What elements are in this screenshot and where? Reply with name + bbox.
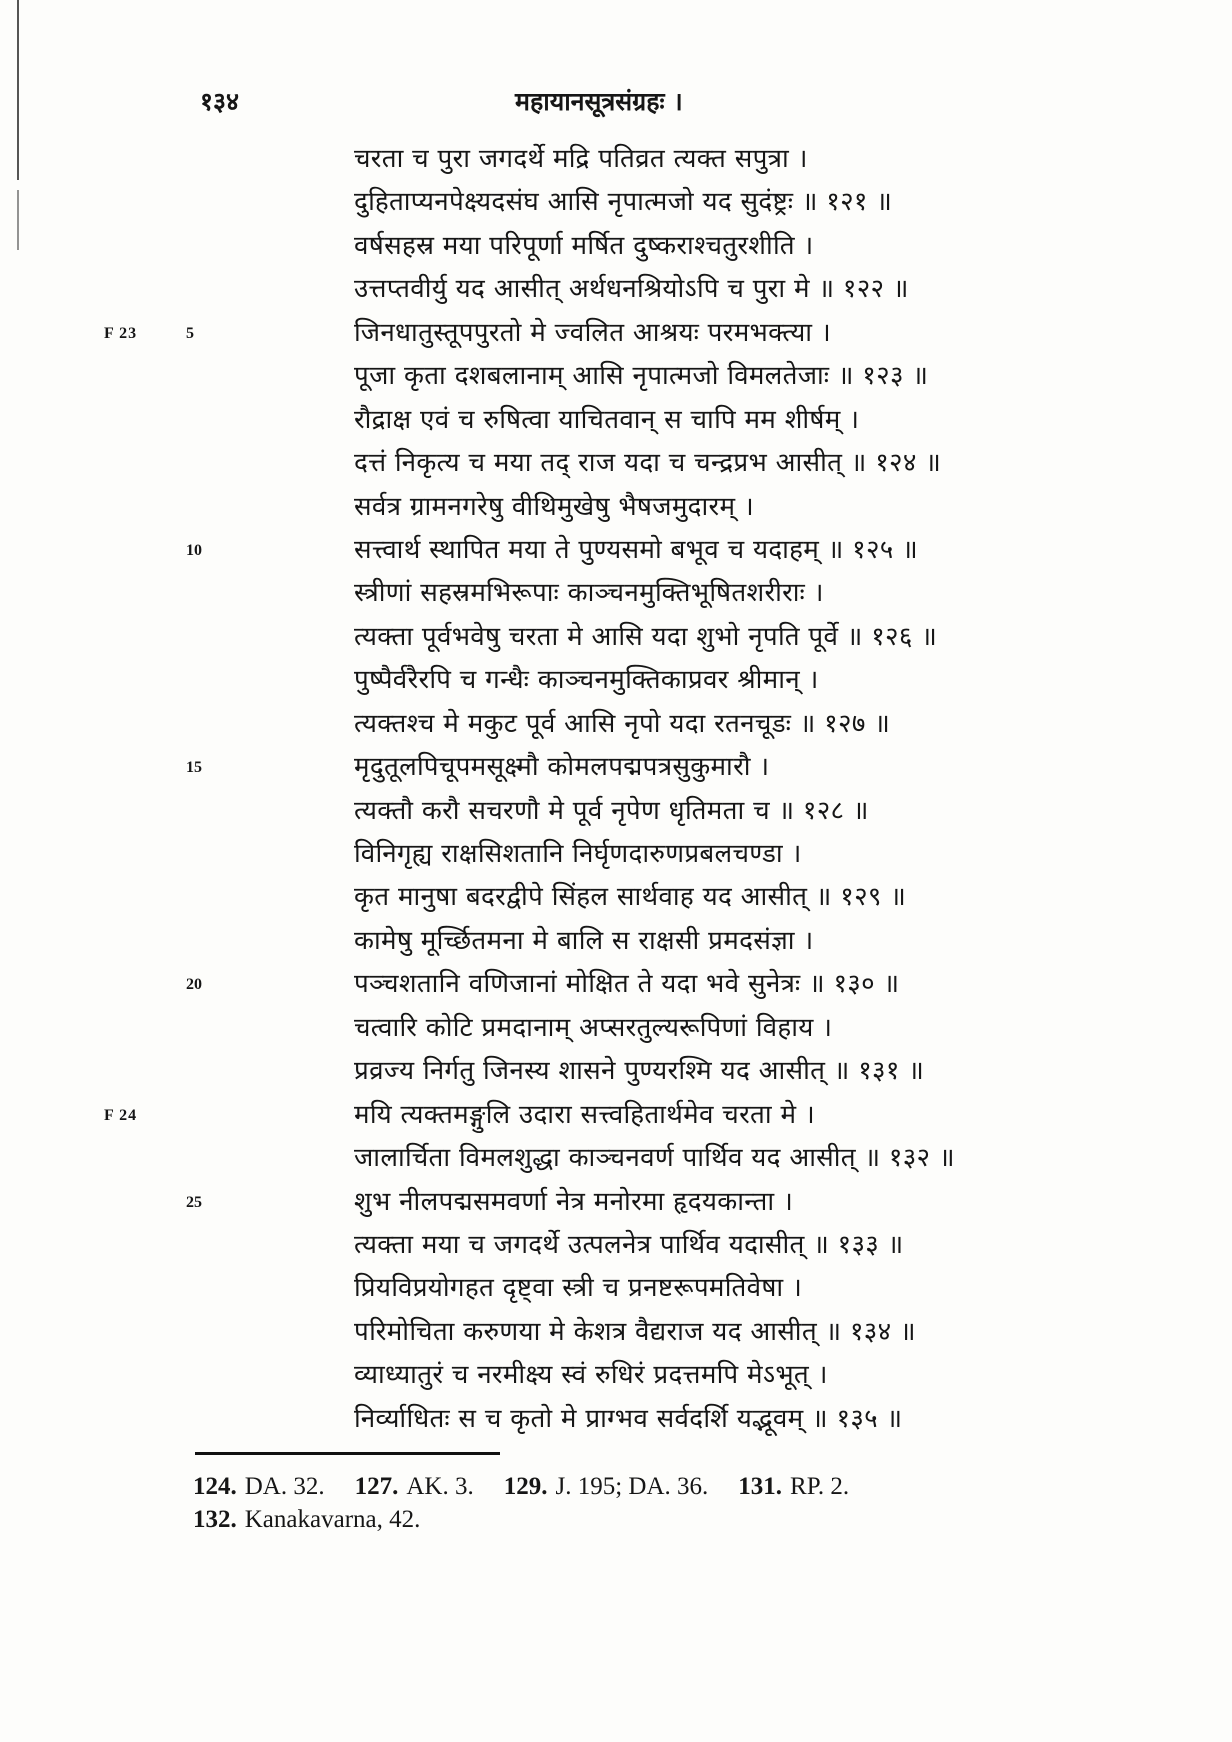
line-number: 10 [186, 541, 202, 559]
verse-line [0, 790, 1232, 833]
verse-text: त्यक्तश्च मे मकुट पूर्व आसि नृपो यदा रतनचूडः ॥ १२७ ॥ [354, 708, 891, 739]
footnote-verse-number: 131. [738, 1473, 783, 1500]
verse-line [0, 1007, 1232, 1050]
verse-text: रौद्राक्ष एवं च रुषित्वा याचितवान् स चापि मम शीर्षम् । [354, 404, 860, 435]
verse-text: प्रियविप्रयोगहत दृष्ट्वा स्त्री च प्रनष्टरूपमतिवेषा । [354, 1273, 803, 1304]
verse-text: सर्वत्र ग्रामनगरेषु वीथिमुखेषु भैषजमुदारम् । [354, 491, 755, 522]
line-number: 15 [186, 759, 202, 777]
footnotes [193, 1470, 1213, 1536]
verse-line [0, 703, 1232, 746]
line-number: 25 [186, 1193, 202, 1211]
verse-text: दुहिताप्यनपेक्ष्यदसंघ आसि नृपात्मजो यद सुदंष्ट्रः ॥ १२१ ॥ [354, 187, 893, 218]
verse-text: शुभ नीलपद्मसमवर्णा नेत्र मनोरमा हृदयकान्ता । [354, 1186, 794, 1217]
verse-text: प्रव्रज्य निर्गतु जिनस्य शासने पुण्यरश्मि यद आसीत् ॥ १३१ ॥ [354, 1056, 925, 1087]
verse-line [0, 572, 1232, 615]
footnote-reference: DA. 32. [244, 1473, 325, 1500]
footnote-entry [738, 1470, 849, 1503]
verse-text: पुष्पैर्वरैरपि च गन्धैः काञ्चनमुक्तिकाप्रवर श्रीमान् । [354, 665, 819, 696]
verse-text: मयि त्यक्तमङ्गुलि उदारा सत्त्वहितार्थमेव चरता मे । [354, 1099, 816, 1130]
verse-text: त्यक्तौ करौ सचरणौ मे पूर्व नृपेण धृतिमता च ॥ १२८ ॥ [354, 795, 869, 826]
verse-text: चत्वारि कोटि प्रमदानाम् अप्सरतुल्यरूपिणां विहाय । [354, 1012, 833, 1043]
verse-line [0, 442, 1232, 485]
verse-text: जालार्चिता विमलशुद्धा काञ्चनवर्ण पार्थिव यद आसीत् ॥ १३२ ॥ [354, 1143, 955, 1174]
verse-text: जिनधातुस्तूपपुरतो मे ज्वलित आश्रयः परमभक्त्या । [354, 317, 832, 348]
verse-line [0, 1224, 1232, 1267]
verse-line [0, 1137, 1232, 1180]
verse-text: त्यक्ता मया च जगदर्थे उत्पलनेत्र पार्थिव यदासीत् ॥ १३३ ॥ [354, 1229, 904, 1260]
line-number: 20 [186, 976, 202, 994]
footnote-verse-number: 129. [503, 1473, 548, 1500]
line-number: 5 [186, 324, 194, 342]
footnote-reference: Kanakavarna, 42. [244, 1506, 421, 1533]
verse-line [0, 1354, 1232, 1397]
verse-text: विनिगृह्य राक्षसिशतानि निर्घृणदारुणप्रबलचण्डा । [354, 839, 802, 869]
footnote-verse-number: 127. [354, 1473, 399, 1500]
footnote-reference: J. 195; DA. 36. [555, 1473, 709, 1500]
page-number: १३४ [200, 87, 240, 116]
verse-line [0, 1267, 1232, 1310]
verse-line [0, 1398, 1232, 1441]
verse-line [0, 486, 1232, 529]
verse-line [0, 138, 1232, 181]
verse-line [0, 616, 1232, 659]
verse-body [0, 138, 1232, 1441]
verse-text: उत्तप्तवीर्यु यद आसीत् अर्थधनश्रियोऽपि च पुरा मे ॥ १२२ ॥ [354, 274, 909, 305]
verse-line [0, 181, 1232, 224]
verse-text: चरता च पुरा जगदर्थे मद्रि पतिव्रत त्यक्त सपुत्रा । [354, 144, 808, 174]
verse-line [0, 659, 1232, 702]
verse-line [0, 963, 1232, 1006]
footnote-entry [504, 1470, 709, 1503]
running-title: महायानसूत्रसंग्रहः । [515, 87, 683, 116]
verse-text: मृदुतूलपिचूपमसूक्ष्मौ कोमलपद्मपत्रसुकुमारौ । [354, 752, 770, 783]
verse-line [0, 312, 1232, 355]
verse-line [0, 746, 1232, 789]
verse-line [0, 1094, 1232, 1137]
footnote-entry [355, 1470, 474, 1503]
footnote-line [193, 1470, 1213, 1503]
footnote-verse-number: 132. [193, 1506, 237, 1533]
footnote-rule [195, 1452, 500, 1455]
verse-text: त्यक्ता पूर्वभवेषु चरता मे आसि यदा शुभो नृपति पूर्वे ॥ १२६ ॥ [354, 621, 938, 652]
verse-text: स्त्रीणां सहस्रमभिरूपाः काञ्चनमुक्तिभूषितशरीराः । [354, 578, 824, 609]
verse-text: दत्तं निकृत्य च मया तद् राज यदा च चन्द्रप्रभ आसीत् ॥ १२४ ॥ [354, 448, 942, 479]
footnote-entry [193, 1470, 325, 1503]
verse-text: परिमोचिता करुणया मे केशत्र वैद्यराज यद आसीत् ॥ १३४ ॥ [354, 1316, 916, 1347]
footnote-reference: RP. 2. [790, 1473, 850, 1500]
footnote-entry [193, 1503, 420, 1536]
verse-line [0, 1050, 1232, 1093]
verse-text: वर्षसहस्र मया परिपूर्णा मर्षित दुष्कराश्चतुरशीति । [354, 230, 814, 261]
verse-line [0, 225, 1232, 268]
verse-text: कामेषु मूर्च्छितमना मे बालि स राक्षसी प्रमदसंज्ञा । [354, 925, 814, 956]
folio-marker: F 23 [104, 324, 138, 342]
verse-text: सत्त्वार्थ स्थापित मया ते पुण्यसमो बभूव च यदाहम् ॥ १२५ ॥ [354, 534, 919, 565]
verse-text: कृत मानुषा बदरद्वीपे सिंहल सार्थवाह यद आसीत् ॥ १२९ ॥ [354, 882, 907, 913]
verse-line [0, 1311, 1232, 1354]
verse-line [0, 833, 1232, 876]
verse-text: पञ्चशतानि वणिजानां मोक्षित ते यदा भवे सुनेत्रः ॥ १३० ॥ [354, 969, 900, 1000]
verse-line [0, 1181, 1232, 1224]
verse-text: निर्व्याधितः स च कृतो मे प्राग्भव सर्वदर्शि यद्भूवम् ॥ १३५ ॥ [354, 1403, 903, 1434]
verse-line [0, 529, 1232, 572]
verse-line [0, 920, 1232, 963]
verse-text: व्याध्यातुरं च नरमीक्ष्य स्वं रुधिरं प्रदत्तमपि मेऽभूत् । [354, 1360, 828, 1391]
folio-marker: F 24 [104, 1106, 138, 1124]
verse-line [0, 355, 1232, 398]
footnote-line [193, 1503, 1213, 1536]
verse-line [0, 268, 1232, 311]
verse-text: पूजा कृता दशबलानाम् आसि नृपात्मजो विमलतेजाः ॥ १२३ ॥ [354, 361, 929, 392]
footnote-verse-number: 124. [193, 1473, 237, 1500]
footnote-reference: AK. 3. [406, 1473, 474, 1500]
verse-line [0, 876, 1232, 919]
verse-line [0, 399, 1232, 442]
